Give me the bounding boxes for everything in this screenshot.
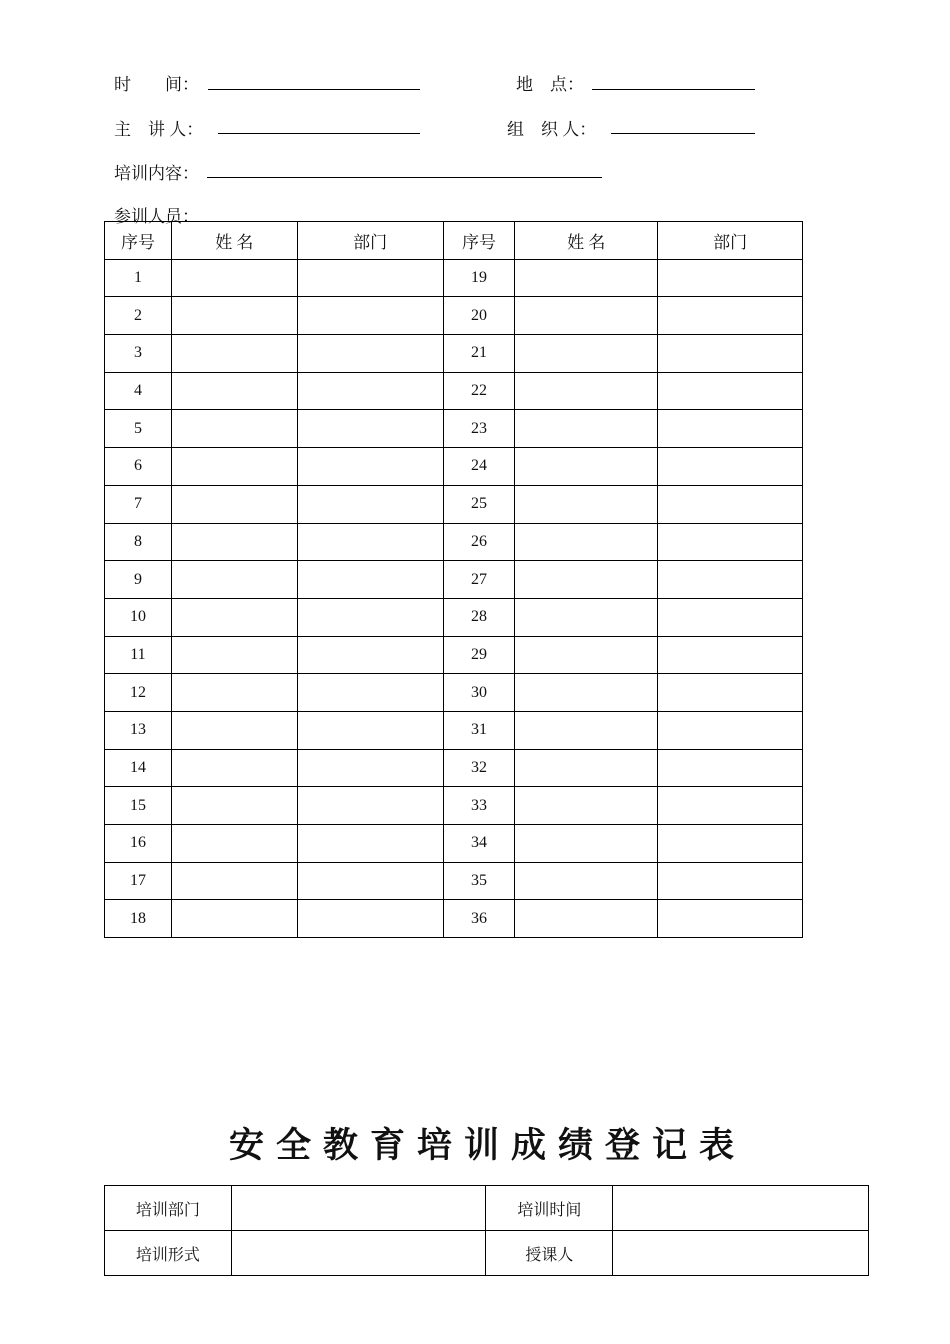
name-cell[interactable] [171, 862, 297, 900]
table-row [105, 636, 803, 674]
table-row [105, 523, 803, 561]
speaker-label: 主 讲 人： [114, 120, 204, 139]
dept-cell[interactable] [297, 448, 443, 486]
dept-cell[interactable] [297, 749, 443, 787]
time-field [114, 70, 199, 95]
header-seq: 序号 [443, 222, 515, 260]
name-cell[interactable] [171, 485, 297, 523]
table-row [105, 674, 803, 712]
seq-cell: 32 [443, 749, 515, 787]
name-cell[interactable] [515, 825, 658, 863]
participants-label: 参训人员： [114, 207, 199, 226]
name-cell[interactable] [171, 674, 297, 712]
seq-cell: 24 [443, 448, 515, 486]
name-cell[interactable] [515, 372, 658, 410]
dept-cell[interactable] [658, 900, 803, 938]
training-time-cell[interactable] [613, 1186, 869, 1231]
seq-cell: 26 [443, 523, 515, 561]
seq-cell: 20 [443, 297, 515, 335]
name-cell[interactable] [171, 335, 297, 373]
name-cell[interactable] [515, 485, 658, 523]
name-cell[interactable] [171, 561, 297, 599]
seq-cell: 16 [105, 825, 172, 863]
header-dept: 部门 [658, 222, 803, 260]
table-row [105, 335, 803, 373]
dept-cell[interactable] [658, 749, 803, 787]
time-label: 时 间： [114, 75, 199, 94]
table-row [105, 825, 803, 863]
name-cell[interactable] [515, 259, 658, 297]
place-input-line[interactable] [592, 89, 755, 90]
dept-cell[interactable] [658, 372, 803, 410]
name-cell[interactable] [171, 410, 297, 448]
training-dept-label: 培训部门 [105, 1186, 232, 1231]
content-field [114, 159, 199, 184]
name-cell[interactable] [171, 372, 297, 410]
name-cell[interactable] [171, 523, 297, 561]
name-cell[interactable] [515, 523, 658, 561]
dept-cell[interactable] [658, 523, 803, 561]
organizer-input-line[interactable] [611, 133, 755, 134]
training-dept-cell[interactable] [231, 1186, 486, 1231]
seq-cell: 8 [105, 523, 172, 561]
dept-cell[interactable] [297, 372, 443, 410]
dept-cell[interactable] [297, 787, 443, 825]
header-seq: 序号 [105, 222, 172, 260]
dept-cell[interactable] [297, 561, 443, 599]
seq-cell: 1 [105, 259, 172, 297]
name-cell[interactable] [515, 598, 658, 636]
dept-cell[interactable] [658, 410, 803, 448]
name-cell[interactable] [515, 711, 658, 749]
header-dept: 部门 [297, 222, 443, 260]
dept-cell[interactable] [297, 485, 443, 523]
table-row [105, 787, 803, 825]
dept-cell[interactable] [658, 485, 803, 523]
seq-cell: 36 [443, 900, 515, 938]
seq-cell: 29 [443, 636, 515, 674]
name-cell[interactable] [171, 636, 297, 674]
name-cell[interactable] [515, 787, 658, 825]
seq-cell: 34 [443, 825, 515, 863]
name-cell[interactable] [515, 749, 658, 787]
dept-cell[interactable] [658, 825, 803, 863]
name-cell[interactable] [171, 259, 297, 297]
dept-cell[interactable] [297, 410, 443, 448]
seq-cell: 25 [443, 485, 515, 523]
dept-cell[interactable] [658, 636, 803, 674]
name-cell[interactable] [515, 297, 658, 335]
name-cell[interactable] [171, 900, 297, 938]
name-cell[interactable] [171, 825, 297, 863]
seq-cell: 5 [105, 410, 172, 448]
dept-cell[interactable] [658, 787, 803, 825]
table-row [105, 1231, 869, 1276]
score-info-table [104, 1185, 869, 1276]
dept-cell[interactable] [658, 598, 803, 636]
dept-cell[interactable] [297, 598, 443, 636]
dept-cell[interactable] [658, 862, 803, 900]
seq-cell: 31 [443, 711, 515, 749]
dept-cell[interactable] [658, 674, 803, 712]
table-header-row [105, 222, 803, 260]
dept-cell[interactable] [658, 448, 803, 486]
participants-table [104, 221, 803, 938]
table-row [105, 561, 803, 599]
seq-cell: 11 [105, 636, 172, 674]
organizer-label: 组 织 人： [507, 120, 597, 139]
seq-cell: 17 [105, 862, 172, 900]
table-row [105, 900, 803, 938]
seq-cell: 12 [105, 674, 172, 712]
name-cell[interactable] [515, 448, 658, 486]
time-input-line[interactable] [208, 89, 420, 90]
seq-cell: 18 [105, 900, 172, 938]
seq-cell: 19 [443, 259, 515, 297]
seq-cell: 27 [443, 561, 515, 599]
training-form-cell[interactable] [231, 1231, 486, 1276]
dept-cell[interactable] [658, 297, 803, 335]
organizer-field [507, 115, 596, 140]
dept-cell[interactable] [297, 297, 443, 335]
name-cell[interactable] [515, 410, 658, 448]
name-cell[interactable] [515, 900, 658, 938]
dept-cell[interactable] [297, 674, 443, 712]
dept-cell[interactable] [297, 636, 443, 674]
table-row [105, 259, 803, 297]
training-form-label: 培训形式 [105, 1231, 232, 1276]
dept-cell[interactable] [297, 523, 443, 561]
place-label: 地 点： [516, 75, 584, 94]
name-cell[interactable] [171, 787, 297, 825]
name-cell[interactable] [171, 749, 297, 787]
score-table-title: 安全教育培训成绩登记表 [228, 1126, 746, 1166]
seq-cell: 9 [105, 561, 172, 599]
seq-cell: 30 [443, 674, 515, 712]
name-cell[interactable] [171, 448, 297, 486]
name-cell[interactable] [171, 711, 297, 749]
dept-cell[interactable] [297, 862, 443, 900]
teacher-label: 授课人 [486, 1231, 613, 1276]
name-cell[interactable] [515, 561, 658, 599]
table-row [105, 749, 803, 787]
table-row [105, 448, 803, 486]
dept-cell[interactable] [297, 711, 443, 749]
seq-cell: 28 [443, 598, 515, 636]
table-row [105, 297, 803, 335]
seq-cell: 15 [105, 787, 172, 825]
training-time-label: 培训时间 [486, 1186, 613, 1231]
content-input-line[interactable] [207, 177, 602, 178]
seq-cell: 14 [105, 749, 172, 787]
seq-cell: 33 [443, 787, 515, 825]
dept-cell[interactable] [297, 825, 443, 863]
table-row [105, 1186, 869, 1231]
place-field [516, 70, 584, 95]
dept-cell[interactable] [658, 259, 803, 297]
table-row [105, 410, 803, 448]
name-cell[interactable] [515, 335, 658, 373]
seq-cell: 2 [105, 297, 172, 335]
table-row [105, 485, 803, 523]
name-cell[interactable] [515, 636, 658, 674]
seq-cell: 22 [443, 372, 515, 410]
seq-cell: 23 [443, 410, 515, 448]
dept-cell[interactable] [658, 561, 803, 599]
table-row [105, 598, 803, 636]
speaker-field [114, 115, 203, 140]
name-cell[interactable] [515, 862, 658, 900]
dept-cell[interactable] [297, 900, 443, 938]
speaker-input-line[interactable] [218, 133, 420, 134]
name-cell[interactable] [515, 674, 658, 712]
header-name: 姓 名 [515, 222, 658, 260]
seq-cell: 7 [105, 485, 172, 523]
header-name: 姓 名 [171, 222, 297, 260]
dept-cell[interactable] [297, 259, 443, 297]
table-row [105, 372, 803, 410]
table-row [105, 862, 803, 900]
name-cell[interactable] [171, 297, 297, 335]
table-row [105, 711, 803, 749]
dept-cell[interactable] [297, 335, 443, 373]
seq-cell: 4 [105, 372, 172, 410]
dept-cell[interactable] [658, 711, 803, 749]
seq-cell: 6 [105, 448, 172, 486]
seq-cell: 13 [105, 711, 172, 749]
content-label: 培训内容： [114, 164, 199, 183]
seq-cell: 35 [443, 862, 515, 900]
seq-cell: 21 [443, 335, 515, 373]
seq-cell: 3 [105, 335, 172, 373]
seq-cell: 10 [105, 598, 172, 636]
teacher-cell[interactable] [613, 1231, 869, 1276]
dept-cell[interactable] [658, 335, 803, 373]
name-cell[interactable] [171, 598, 297, 636]
